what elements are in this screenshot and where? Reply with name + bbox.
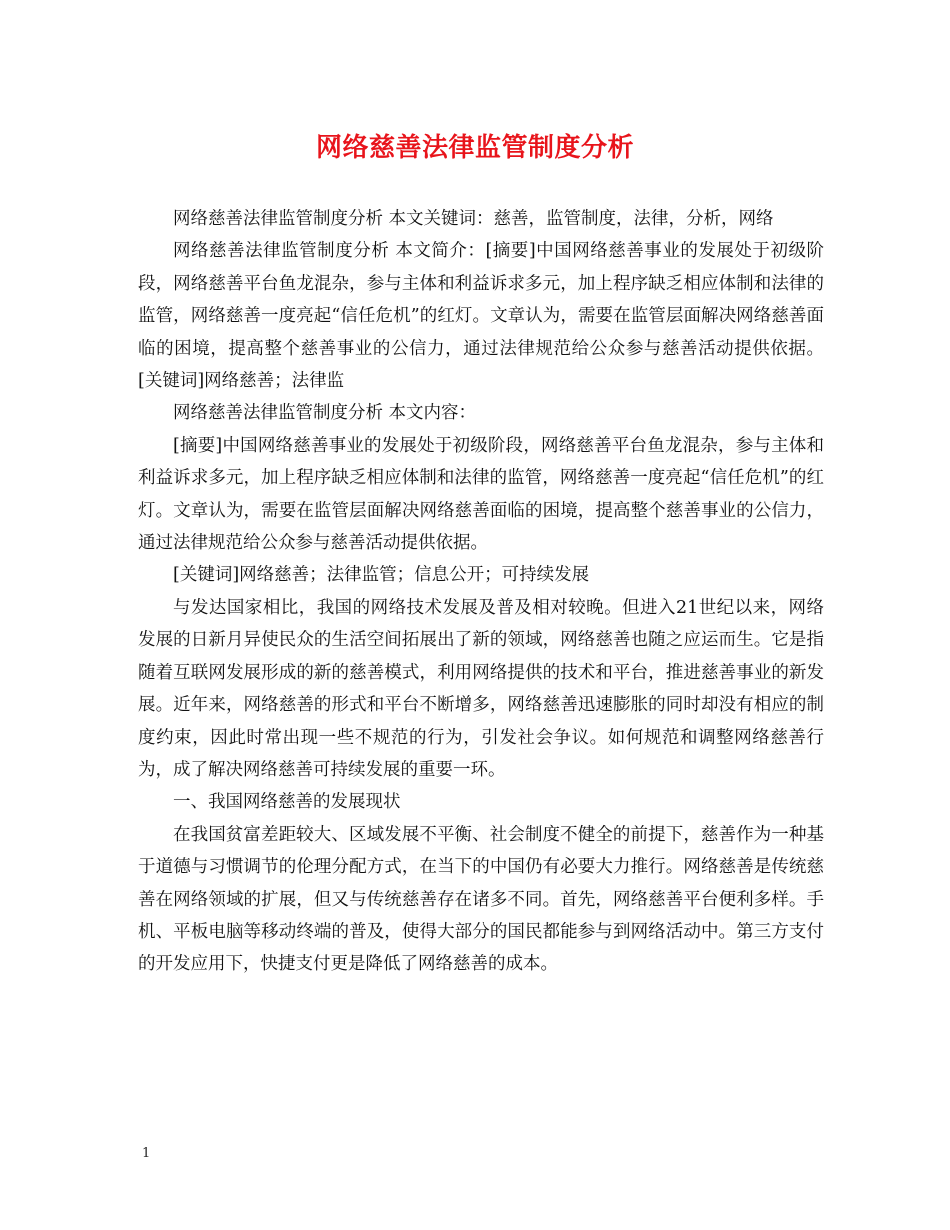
section-heading: 一、我国网络慈善的发展现状 <box>173 792 401 813</box>
document-body <box>138 203 824 981</box>
summary-paragraph: 网络慈善法律监管制度分析 本文简介：[摘要]中国网络慈善事业的发展处于初级阶段，网络慈善平台鱼龙混杂，参与主体和利益诉求多元，加上程序缺乏相应体制和法律的监管，网络慈善一度亮起“信任危机”的红灯。文章认为，需要在监管层面解决网络慈善面临的困境，提高整个慈善事业的公信力，通过法律规范给公众参与慈善活动提供依据。[关键词]网络慈善；法律监 <box>138 241 824 392</box>
page-number: 1 <box>142 1146 151 1161</box>
introduction-paragraph: 与发达国家相比，我国的网络技术发展及普及相对较晚。但进入21世纪以来，网络发展的日新月异使民众的生活空间拓展出了新的领域，网络慈善也随之应运而生。它是指随着互联网发展形成的新的慈善模式，利用网络提供的技术和平台，推进慈善事业的新发展。近年来，网络慈善的形式和平台不断增多，网络慈善迅速膨胀的同时却没有相应的制度约束，因此时常出现一些不规范的行为，引发社会争议。如何规范和调整网络慈善行为，成了解决网络慈善可持续发展的重要一环。 <box>138 597 824 780</box>
abstract-paragraph: [摘要]中国网络慈善事业的发展处于初级阶段，网络慈善平台鱼龙混杂，参与主体和利益诉求多元，加上程序缺乏相应体制和法律的监管，网络慈善一度亮起“信任危机”的红灯。文章认为，需要在监管层面解决网络慈善面临的困境，提高整个慈善事业的公信力，通过法律规范给公众参与慈善活动提供依据。 <box>138 435 824 554</box>
keywords-paragraph: 网络慈善法律监管制度分析 本文关键词：慈善，监管制度，法律，分析，网络 <box>173 209 774 229</box>
content-heading-paragraph: 网络慈善法律监管制度分析 本文内容： <box>173 403 477 424</box>
section-body-paragraph: 在我国贫富差距较大、区域发展不平衡、社会制度不健全的前提下，慈善作为一种基于道德与习惯调节的伦理分配方式，在当下的中国仍有必要大力推行。网络慈善是传统慈善在网络领域的扩展，但又与传统慈善存在诸多不同。首先，网络慈善平台便利多样。手机、平板电脑等移动终端的普及，使得大部分的国民都能参与到网络活动中。第三方支付的开发应用下，快捷支付更是降低了网络慈善的成本。 <box>138 824 824 975</box>
document-title: 网络慈善法律监管制度分析 <box>315 133 634 163</box>
abstract-keywords-paragraph: [关键词]网络慈善；法律监管；信息公开；可持续发展 <box>173 565 590 586</box>
